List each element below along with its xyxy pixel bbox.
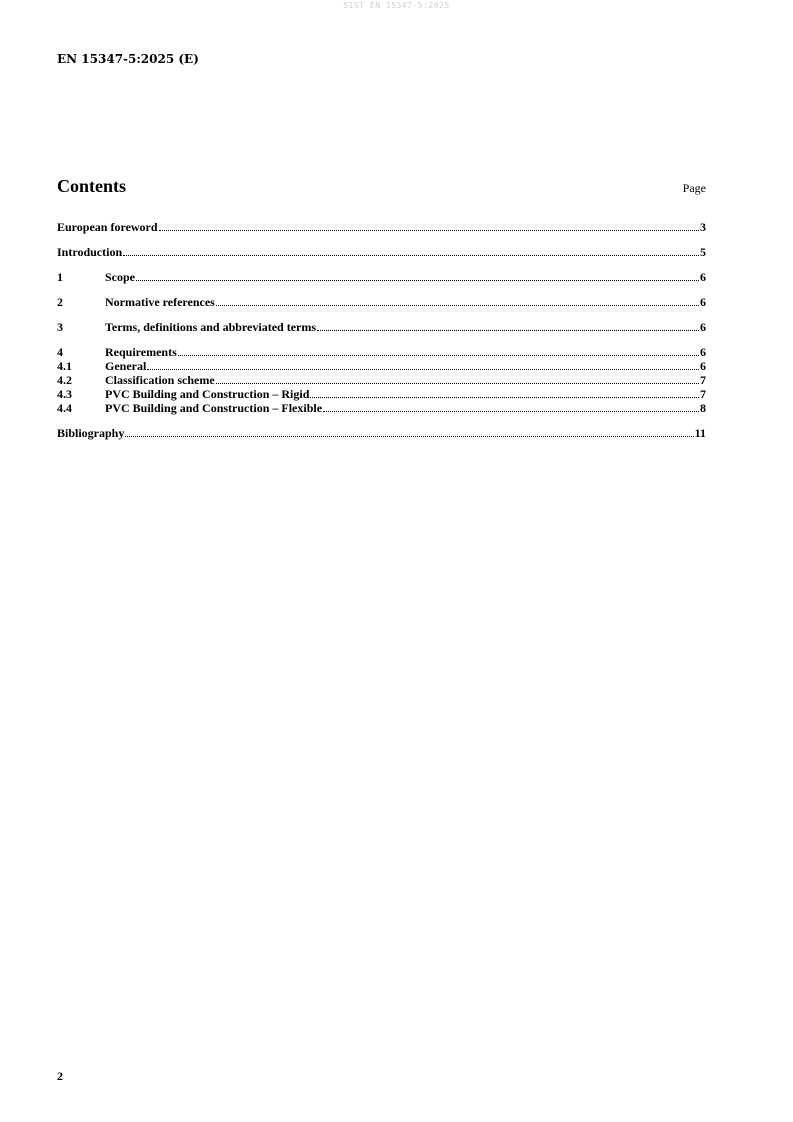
toc-entry-page: 11 [694,426,706,440]
toc-entry-title: Classification scheme [105,373,215,387]
toc-entry-title: Bibliography [57,426,125,440]
toc-entry-page: 3 [700,220,706,234]
contents-title: Contents [57,176,127,196]
toc-entry-title: European foreword [57,220,158,234]
toc-entry-terms[interactable] [57,320,706,334]
toc-entry-page: 5 [700,245,706,259]
toc-entry-number: 4.2 [57,373,72,387]
toc-entry-number: 3 [57,320,63,334]
toc-entry-bibliography[interactable] [57,426,706,440]
dot-leader [125,435,693,437]
document-id: EN 15347-5:2025 (E) [57,52,199,66]
table-of-contents [57,220,706,440]
toc-entry-page: 8 [700,401,706,415]
toc-entry-title: PVC Building and Construction – Flexible [105,401,323,415]
dot-leader [147,368,699,370]
toc-entry-scope[interactable] [57,270,706,284]
dot-leader [310,396,699,398]
toc-entry-title: General [105,359,147,373]
dot-leader [136,279,699,281]
toc-entry-requirements[interactable] [57,345,706,359]
toc-entry-pvc-rigid[interactable] [57,387,706,401]
toc-entry-number: 4.4 [57,401,72,415]
toc-entry-number: 4.3 [57,387,72,401]
toc-entry-title: Introduction [57,245,123,259]
toc-entry-page: 6 [700,320,706,334]
toc-entry-number: 1 [57,270,63,284]
toc-entry-page: 6 [700,359,706,373]
page-number: 2 [57,1069,63,1083]
page-column-label: Page [682,181,706,195]
dot-leader [123,254,699,256]
toc-entry-title: Normative references [105,295,215,309]
dot-leader [216,304,699,306]
toc-entry-page: 7 [700,387,706,401]
dot-leader [159,229,699,231]
toc-entry-number: 2 [57,295,63,309]
toc-entry-number: 4 [57,345,63,359]
contents-header [57,176,706,197]
dot-leader [323,410,699,412]
toc-entry-page: 6 [700,345,706,359]
toc-entry-page: 6 [700,295,706,309]
toc-entry-number: 4.1 [57,359,72,373]
toc-entry-normative-references[interactable] [57,295,706,309]
toc-entry-page: 7 [700,373,706,387]
watermark: SIST EN 15347-5:2025 [343,1,450,10]
toc-entry-title: Requirements [105,345,177,359]
toc-entry-foreword[interactable] [57,220,706,234]
toc-entry-title: Terms, definitions and abbreviated terms [105,320,317,334]
dot-leader [178,354,699,356]
toc-entry-introduction[interactable] [57,245,706,259]
toc-entry-title: Scope [105,270,135,284]
toc-entry-general[interactable] [57,359,706,373]
toc-entry-pvc-flexible[interactable] [57,401,706,415]
dot-leader [317,329,699,331]
toc-entry-page: 6 [700,270,706,284]
toc-entry-classification-scheme[interactable] [57,373,706,387]
toc-entry-title: PVC Building and Construction – Rigid [105,387,310,401]
dot-leader [216,382,699,384]
